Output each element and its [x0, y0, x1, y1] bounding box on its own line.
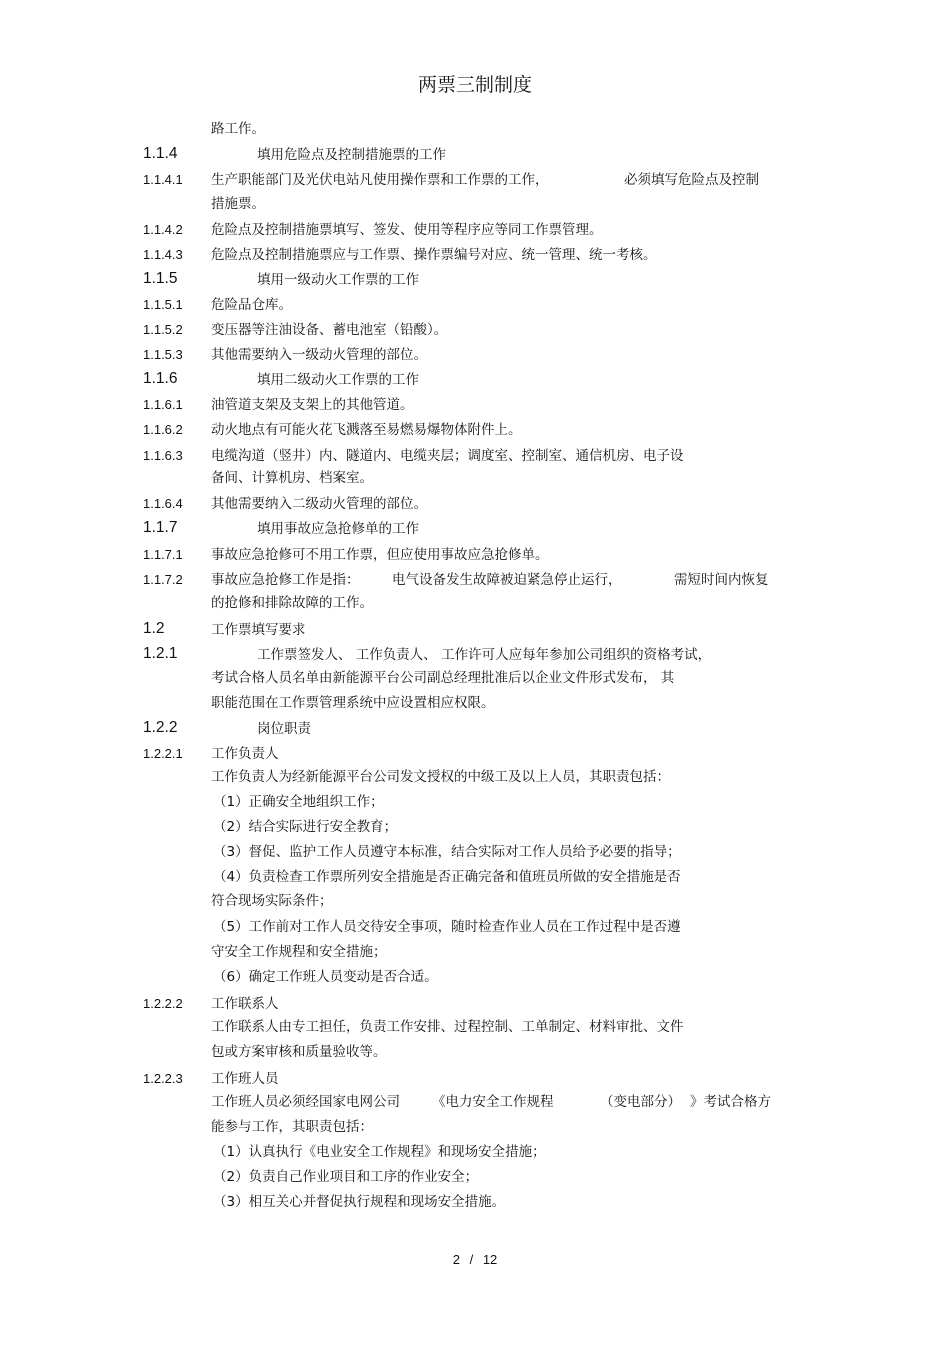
- clause-text: 的抢修和排除故障的工作。: [211, 595, 373, 611]
- clause-number: 1.1.4.3: [143, 247, 183, 262]
- clause-text: 危险品仓库。: [211, 297, 292, 313]
- list-item: （1）认真执行《电业安全工作规程》和现场安全措施；: [213, 1144, 546, 1160]
- clause-number: 1.2.2.1: [143, 746, 183, 761]
- clause-text: 电气设备发生故障被迫紧急停止运行，: [392, 572, 622, 588]
- clause-number: 1.1.6.1: [143, 397, 183, 412]
- clause-number: 1.2.2.3: [143, 1071, 183, 1086]
- continuation-text: 路工作。: [211, 121, 265, 137]
- clause-text: 工作票签发人、 工作负责人、 工作许可人应每年参加公司组织的资格考试，: [257, 647, 712, 663]
- list-item: （4）负责检查工作票所列安全措施是否正确完备和值班员所做的安全措施是否: [213, 869, 681, 885]
- clause-text: 事故应急抢修工作是指：: [211, 572, 360, 588]
- clause-heading: 工作班人员: [211, 1071, 279, 1087]
- paragraph-line: 《电力安全工作规程: [432, 1094, 554, 1110]
- paragraph-line: 工作班人员必须经国家电网公司: [211, 1094, 400, 1110]
- section-heading: 填用二级动火工作票的工作: [257, 372, 419, 388]
- clause-text: 职能范围在工作票管理系统中应设置相应权限。: [211, 695, 495, 711]
- clause-number: 1.2.2.2: [143, 996, 183, 1011]
- section-number: 1.2: [143, 620, 165, 637]
- clause-text: 油管道支架及支架上的其他管道。: [211, 397, 414, 413]
- clause-text: 事故应急抢修可不用工作票，但应使用事故应急抢修单。: [211, 547, 549, 563]
- section-number: 1.1.7: [143, 519, 178, 536]
- clause-text: 危险点及控制措施票填写、签发、使用等程序应等同工作票管理。: [211, 222, 603, 238]
- clause-number: 1.1.4.1: [143, 172, 183, 187]
- clause-heading: 工作联系人: [211, 996, 279, 1012]
- list-item: （6）确定工作班人员变动是否合适。: [213, 969, 438, 985]
- list-item: （1）正确安全地组织工作；: [213, 794, 384, 810]
- paragraph-line: （变电部分）: [600, 1094, 681, 1110]
- paragraph-line: 工作联系人由专工担任，负责工作安排、过程控制、工单制定、材料审批、文件: [211, 1019, 684, 1035]
- paragraph-line: 》考试合格方: [690, 1094, 771, 1110]
- paragraph-line: 能参与工作，其职责包括：: [211, 1119, 373, 1135]
- list-item-continuation: 守安全工作规程和安全措施；: [211, 944, 387, 960]
- section-heading: 填用事故应急抢修单的工作: [257, 521, 419, 537]
- clause-text: 其他需要纳入二级动火管理的部位。: [211, 496, 427, 512]
- paragraph-line: 包或方案审核和质量验收等。: [211, 1044, 387, 1060]
- section-heading: 填用一级动火工作票的工作: [257, 272, 419, 288]
- page-current: 2: [452, 1252, 460, 1267]
- page-total: 12: [482, 1252, 498, 1267]
- section-number: 1.1.5: [143, 270, 178, 287]
- page-separator: /: [469, 1252, 474, 1267]
- section-number: 1.2.2: [143, 719, 178, 736]
- clause-number: 1.1.7.2: [143, 572, 183, 587]
- clause-heading: 工作负责人: [211, 746, 279, 762]
- clause-number: 1.1.6.2: [143, 422, 183, 437]
- section-heading: 填用危险点及控制措施票的工作: [257, 147, 446, 163]
- paragraph-line: 工作负责人为经新能源平台公司发文授权的中级工及以上人员，其职责包括：: [211, 769, 670, 785]
- list-item: （2）负责自己作业项目和工序的作业安全；: [213, 1169, 479, 1185]
- clause-number: 1.1.7.1: [143, 547, 183, 562]
- section-heading: 岗位职责: [257, 721, 311, 737]
- clause-number: 1.1.5.3: [143, 347, 183, 362]
- section-number: 1.1.4: [143, 145, 178, 162]
- section-number: 1.2.1: [143, 645, 178, 662]
- section-number: 1.1.6: [143, 370, 178, 387]
- list-item: （3）督促、监护工作人员遵守本标准，结合实际对工作人员给予必要的指导；: [213, 844, 681, 860]
- clause-text: 动火地点有可能火花飞溅落至易燃易爆物体附件上。: [211, 422, 522, 438]
- clause-text: 电缆沟道（竖井）内、隧道内、电缆夹层；调度室、控制室、通信机房、电子设: [211, 448, 684, 464]
- clause-text: 备间、计算机房、档案室。: [211, 470, 373, 486]
- clause-text: 危险点及控制措施票应与工作票、操作票编号对应、统一管理、统一考核。: [211, 247, 657, 263]
- list-item: （2）结合实际进行安全教育；: [213, 819, 398, 835]
- clause-number: 1.1.6.4: [143, 496, 183, 511]
- clause-text: 考试合格人员名单由新能源平台公司副总经理批准后以企业文件形式发布， 其: [211, 670, 675, 686]
- page-title: 两票三制制度: [417, 74, 532, 96]
- clause-number: 1.1.5.2: [143, 322, 183, 337]
- clause-text: 变压器等注油设备、蓄电池室（铅酸）。: [211, 322, 448, 338]
- clause-text: 需短时间内恢复: [674, 572, 769, 588]
- list-item-continuation: 符合现场实际条件；: [211, 893, 333, 909]
- clause-text: 必须填写危险点及控制: [624, 172, 759, 188]
- clause-number: 1.1.5.1: [143, 297, 183, 312]
- list-item: （3）相互关心并督促执行规程和现场安全措施。: [213, 1194, 506, 1210]
- list-item: （5）工作前对工作人员交待安全事项，随时检查作业人员在工作过程中是否遵: [213, 919, 681, 935]
- clause-text: 措施票。: [211, 196, 265, 212]
- clause-text: 其他需要纳入一级动火管理的部位。: [211, 347, 427, 363]
- section-heading: 工作票填写要求: [211, 622, 306, 638]
- clause-number: 1.1.6.3: [143, 448, 183, 463]
- clause-number: 1.1.4.2: [143, 222, 183, 237]
- clause-text: 生产职能部门及光伏电站凡使用操作票和工作票的工作，: [211, 172, 549, 188]
- page-number: [0, 1252, 950, 1267]
